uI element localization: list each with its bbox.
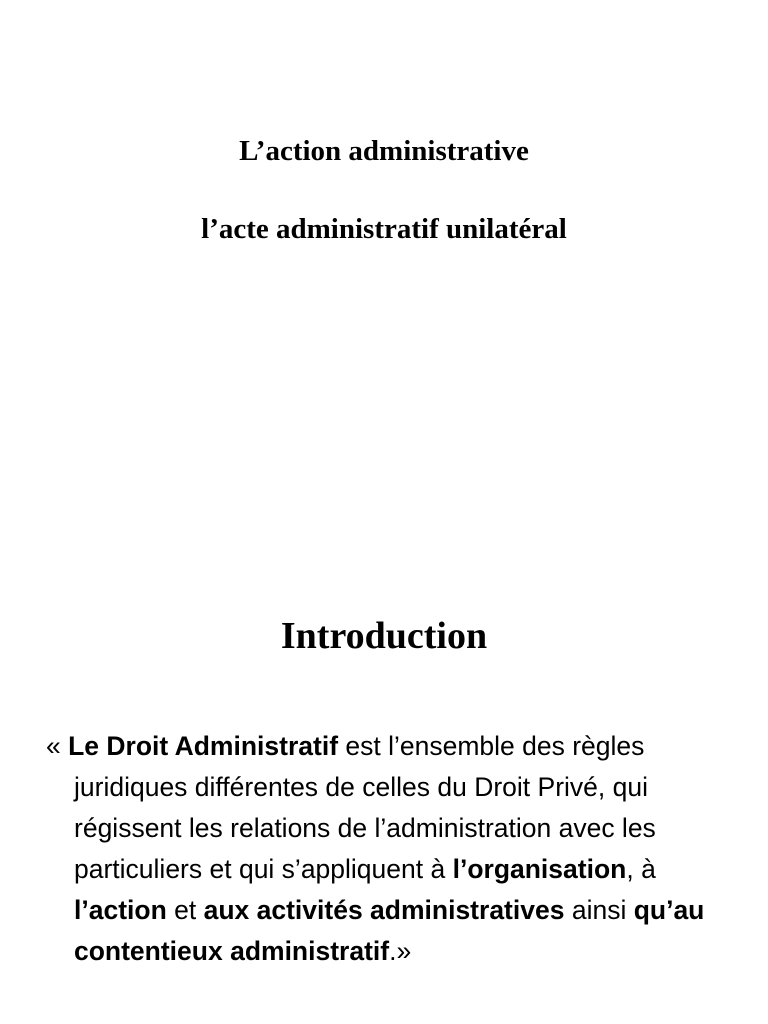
quote-open-mark: « <box>46 731 69 761</box>
slide-title: L’action administrative <box>239 135 529 167</box>
quote-term-contentieux: qu’au contentieux administratif <box>74 895 705 966</box>
slide-title-block <box>0 128 768 252</box>
quote-term-droit-administratif: Le Droit Administratif <box>68 731 339 761</box>
quote-term-activites: aux activités administratives <box>203 895 565 925</box>
quote-close-mark: .» <box>389 936 412 966</box>
quote-term-action: l’action <box>74 895 167 925</box>
quote-text-3: et <box>166 895 204 925</box>
quote-text-1: est l’ensemble des règles juridiques différentes de celles du Droit Privé, qui régissent les relations de l’administration avec les particuliers et qui s’appliquent à <box>74 731 656 884</box>
quote-text-2: , à <box>626 854 656 884</box>
quote-term-organisation: l’organisation <box>452 854 627 884</box>
slide-subtitle: l’acte administratif unilatéral <box>201 213 567 245</box>
quote-text-4: ainsi <box>564 895 634 925</box>
definition-quote <box>46 726 736 972</box>
section-heading: Introduction <box>280 615 488 657</box>
